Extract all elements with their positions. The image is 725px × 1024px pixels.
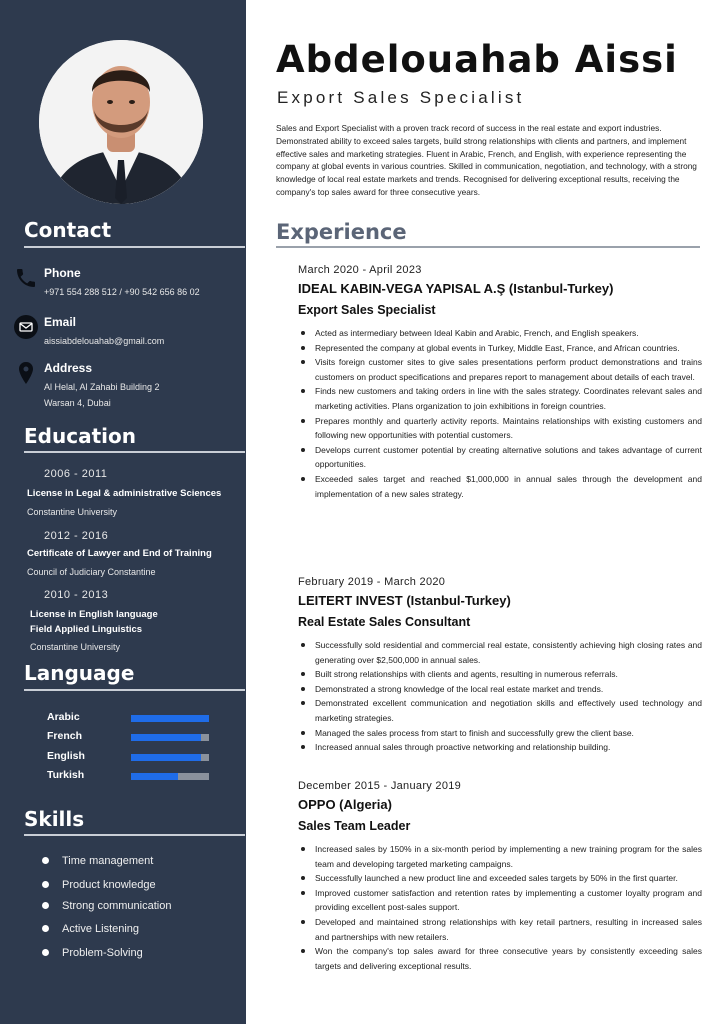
profile-photo <box>39 40 203 204</box>
job-company: OPPO (Algeria) <box>298 797 392 812</box>
email-value[interactable]: aissiabdelouahab@gmail.com <box>44 336 165 346</box>
education-degree: Certificate of Lawyer and End of Training <box>27 548 212 559</box>
address-label: Address <box>44 361 93 375</box>
job-company: LEITERT INVEST (Istanbul-Turkey) <box>298 593 511 608</box>
contact-heading: Contact <box>24 218 112 242</box>
job-bullet: Exceeded sales target and reached $1,000,000 in annual sales through the development and implementation of a new sales strategy. <box>298 472 702 501</box>
bullet-icon <box>42 949 49 956</box>
education-divider <box>24 451 245 453</box>
bullet-icon <box>42 902 49 909</box>
phone-icon <box>14 266 38 290</box>
job-role: Real Estate Sales Consultant <box>298 615 471 629</box>
email-icon <box>14 315 38 339</box>
bullet-icon <box>42 857 49 864</box>
sidebar <box>0 0 246 1024</box>
contact-divider <box>24 246 245 248</box>
language-row <box>47 769 217 783</box>
job-bullet: Acted as intermediary between Ideal Kabin and Arabic, French, and English speakers. <box>298 326 702 341</box>
location-pin-icon <box>14 361 38 385</box>
education-institution: Constantine University <box>30 642 121 652</box>
phone-label: Phone <box>44 266 81 280</box>
education-heading: Education <box>24 424 136 448</box>
education-years: 2012 - 2016 <box>44 530 109 542</box>
job-bullet: Won the company's top sales award for three consecutive years by consistently exceeding sales targets and delivering exceptional results. <box>298 944 702 973</box>
education-degree: License in Legal & administrative Sciences <box>27 488 222 499</box>
job-bullets <box>298 842 702 973</box>
job-role: Export Sales Specialist <box>298 303 436 317</box>
address-value: Al Helal, Al Zahabi Building 2 Warsan 4, Dubai <box>44 382 160 408</box>
skill-item: Product knowledge <box>42 879 156 891</box>
job-bullet: Built strong relationships with clients and agents, resulting in numerous referrals. <box>298 667 702 682</box>
skill-item: Problem-Solving <box>42 947 143 959</box>
skills-heading: Skills <box>24 807 85 831</box>
job-bullet: Successfully sold residential and commercial real estate, consistently achieving high closing rates and generating over $2,500,000 in annual sales. <box>298 638 702 667</box>
job-bullet: Demonstrated excellent communication and negotiation skills and effectively used technology and marketing strategies. <box>298 696 702 725</box>
language-level-bar <box>131 773 209 780</box>
language-divider <box>24 689 245 691</box>
job-bullet: Demonstrated a strong knowledge of the local real estate market and trends. <box>298 682 702 697</box>
portrait-image <box>39 40 203 204</box>
job-bullets <box>298 326 702 501</box>
job-bullet: Visits foreign customer sites to give sales presentations perform product demonstrations and trains customers on product specifications and prepares report to management about details of each travel. <box>298 355 702 384</box>
education-institution: Constantine University <box>27 507 118 517</box>
language-name: Turkish <box>47 769 85 781</box>
candidate-name: Abdelouahab Aissi <box>276 38 678 81</box>
candidate-title: Export Sales Specialist <box>277 88 525 107</box>
education-institution: Council of Judiciary Constantine <box>27 567 156 577</box>
language-row <box>47 730 217 744</box>
skill-item: Strong communication <box>42 900 171 912</box>
job-dates: March 2020 - April 2023 <box>298 264 422 276</box>
language-row <box>47 750 217 764</box>
job-bullet: Successfully launched a new product line and exceeded sales targets by 50% in the first quarter. <box>298 871 702 886</box>
education-years: 2006 - 2011 <box>44 468 108 480</box>
language-name: English <box>47 750 85 762</box>
language-level-fill <box>131 734 201 741</box>
job-bullet: Developed and maintained strong relationships with key retail partners, resulting in increased sales and partnerships with new retailers. <box>298 915 702 944</box>
language-level-bar <box>131 734 209 741</box>
language-name: Arabic <box>47 711 80 723</box>
experience-entry <box>298 780 702 973</box>
job-bullet: Finds new customers and taking orders in line with the sales strategy. Coordinates relevant sales and marketing activities. Plans organization to join exhibitions in foreign countries. <box>298 384 702 413</box>
skills-divider <box>24 834 245 836</box>
experience-entry <box>298 576 702 755</box>
education-years: 2010 - 2013 <box>44 589 109 601</box>
skill-item: Time management <box>42 855 153 867</box>
experience-entry <box>298 264 702 501</box>
job-bullet: Increased annual sales through proactive networking and relationship building. <box>298 740 702 755</box>
skill-item: Active Listening <box>42 923 139 935</box>
language-row <box>47 711 217 725</box>
email-label: Email <box>44 315 77 329</box>
job-dates: December 2015 - January 2019 <box>298 780 462 792</box>
job-bullet: Improved customer satisfaction and retention rates by implementing a customer loyalty program and providing excellent post-sales support. <box>298 886 702 915</box>
job-bullet: Represented the company at global events in Turkey, Middle East, France, and African countries. <box>298 341 702 356</box>
experience-divider <box>276 246 700 248</box>
language-level-fill <box>131 754 201 761</box>
language-name: French <box>47 730 83 742</box>
job-dates: February 2019 - March 2020 <box>298 576 446 588</box>
experience-heading: Experience <box>276 220 407 244</box>
job-bullet: Managed the sales process from start to finish and successfully grew the client base. <box>298 726 702 741</box>
job-bullets <box>298 638 702 755</box>
bullet-icon <box>42 881 49 888</box>
job-company: IDEAL KABIN-VEGA YAPISAL A.Ş (Istanbul-Turkey) <box>298 281 614 296</box>
profile-summary: Sales and Export Specialist with a proven track record of success in the real estate and export industries. Demonstrated ability to exceed sales targets, build strong relationships with clients and partners, and implement effective sales and marketing strategies. Fluent in Arabic, French, and English, with experience representing the company at global events in various countries. Skilled in communication, negotiation, and technology, with a strong knowledge of local real estate markets and trends. Recognised for delivering exceptional results, receiving the company's top sales award for three consecutive years. <box>276 123 697 197</box>
job-bullet: Develops current customer potential by creating alternative solutions and takes advantage of current opportunities. <box>298 443 702 472</box>
job-bullet: Prepares monthly and quarterly activity reports. Maintains relationships with existing customers and following new opportunities with potential customers. <box>298 414 702 443</box>
language-level-bar <box>131 715 209 722</box>
bullet-icon <box>42 925 49 932</box>
language-level-fill <box>131 715 209 722</box>
education-degree: License in English language Field Applied Linguistics <box>30 609 158 635</box>
language-level-bar <box>131 754 209 761</box>
job-role: Sales Team Leader <box>298 819 411 833</box>
phone-value[interactable]: +971 554 288 512 / +90 542 656 86 02 <box>44 287 200 297</box>
language-level-fill <box>131 773 178 780</box>
job-bullet: Increased sales by 150% in a six-month period by implementing a new training program for the sales team and developing targeted marketing campaigns. <box>298 842 702 871</box>
language-heading: Language <box>24 661 135 685</box>
